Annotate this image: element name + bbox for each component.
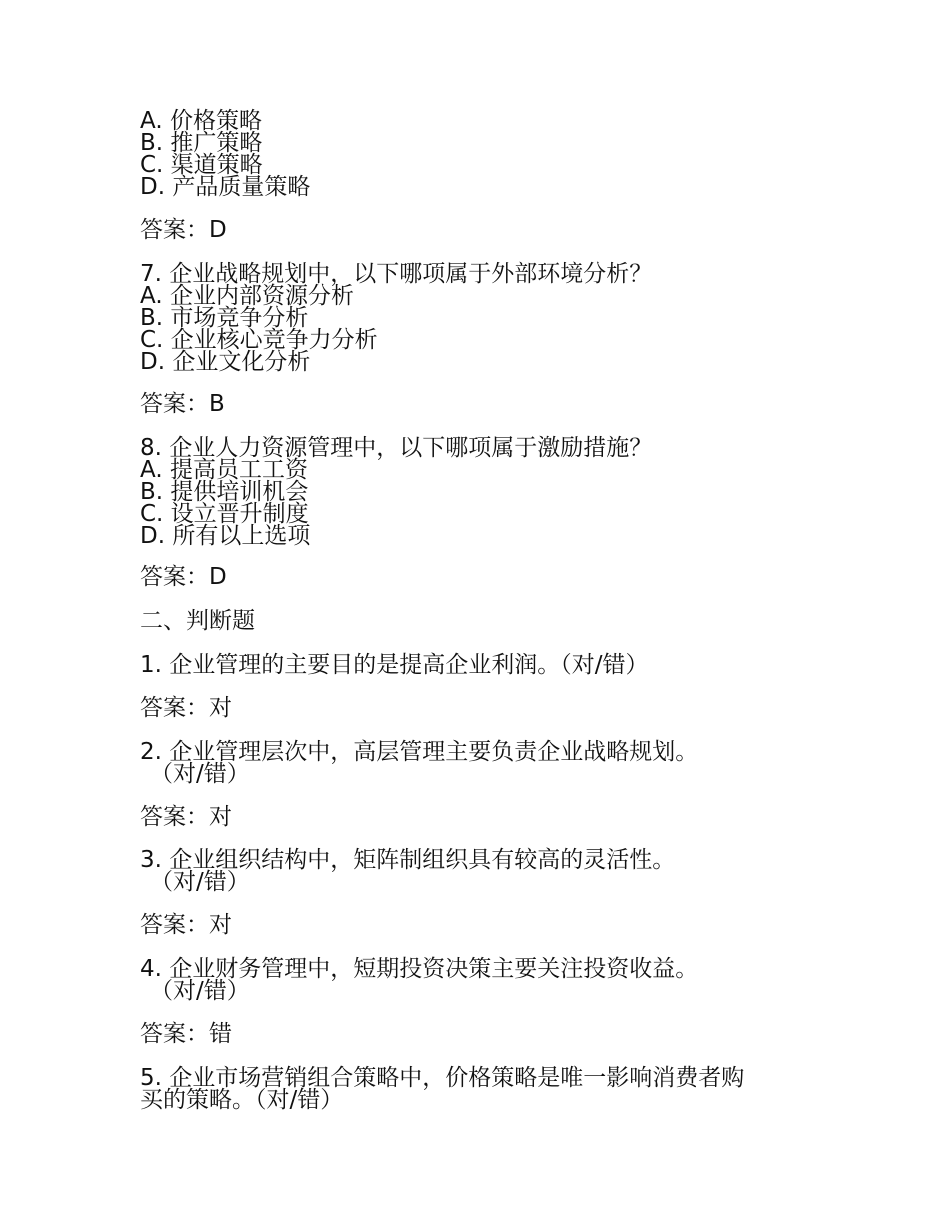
q8-option-c: C. 设立晋升制度 — [140, 501, 309, 527]
q6-option-a: A. 价格策略 — [140, 108, 262, 134]
q7-option-d: D. 企业文化分析 — [140, 349, 311, 375]
tf5-question: 5. 企业市场营销组合策略中，价格策略是唯一影响消费者购 — [140, 1065, 745, 1091]
tf2-question-cont: （对/错） — [150, 761, 250, 787]
tf4-question: 4. 企业财务管理中，短期投资决策主要关注投资收益。 — [140, 956, 699, 982]
section-title: 二、判断题 — [140, 608, 255, 634]
q8-answer: 答案：D — [140, 564, 227, 590]
q7-option-b: B. 市场竞争分析 — [140, 305, 309, 331]
tf1-question: 1. 企业管理的主要目的是提高企业利润。（对/错） — [140, 652, 649, 678]
tf1-answer: 答案：对 — [140, 695, 232, 721]
tf4-question-cont: （对/错） — [150, 978, 250, 1004]
q8-option-d: D. 所有以上选项 — [140, 523, 311, 549]
tf3-question: 3. 企业组织结构中，矩阵制组织具有较高的灵活性。 — [140, 847, 676, 873]
tf5-question-cont: 买的策略。（对/错） — [140, 1087, 344, 1113]
q8-option-a: A. 提高员工工资 — [140, 457, 308, 483]
q8-question: 8. 企业人力资源管理中，以下哪项属于激励措施？ — [140, 435, 653, 461]
tf3-question-cont: （对/错） — [150, 869, 250, 895]
q7-question: 7. 企业战略规划中，以下哪项属于外部环境分析？ — [140, 261, 653, 287]
q6-option-c: C. 渠道策略 — [140, 152, 263, 178]
q7-answer: 答案：B — [140, 391, 225, 417]
tf2-question: 2. 企业管理层次中，高层管理主要负责企业战略规划。 — [140, 739, 699, 765]
tf4-answer: 答案：错 — [140, 1021, 232, 1047]
q8-option-b: B. 提供培训机会 — [140, 479, 309, 505]
q7-option-c: C. 企业核心竞争力分析 — [140, 327, 378, 353]
q6-option-d: D. 产品质量策略 — [140, 174, 311, 200]
tf3-answer: 答案：对 — [140, 912, 232, 938]
q7-option-a: A. 企业内部资源分析 — [140, 283, 354, 309]
q6-option-b: B. 推广策略 — [140, 130, 263, 156]
q6-answer: 答案：D — [140, 217, 227, 243]
tf2-answer: 答案：对 — [140, 804, 232, 830]
